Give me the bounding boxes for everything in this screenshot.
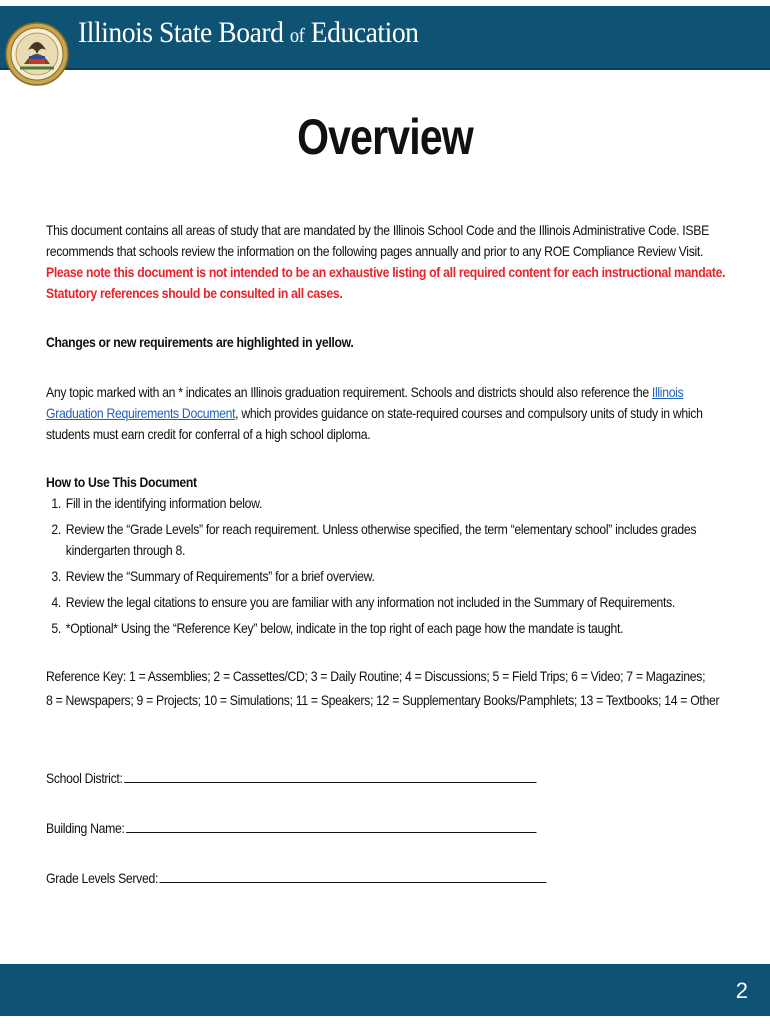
how-to-step: 4. Review the legal citations to ensure you are familiar with any information not included in the Summary of Requirements. [64, 592, 735, 613]
school-district-label: School District: [46, 771, 123, 786]
grade-levels-label: Grade Levels Served: [46, 871, 159, 886]
reference-key-line: Reference Key: 1 = Assemblies; 2 = Cassettes/CD; 3 = Daily Routine; 4 = Discussions; 5 = Field Trips; 6 = Video; 7 = Magazines; [46, 669, 706, 684]
page-title: Overview [297, 109, 473, 165]
page-number: 2 [735, 978, 748, 1003]
intro-text: This document contains all areas of study that are mandated by the Illinois School Code and the Illinois Administrative Code. ISBE recommends that schools review the information on the following pages annually and prior to any ROE Compliance Review Visit. [46, 223, 709, 259]
how-to-step: 1. Fill in the identifying information below. [64, 493, 735, 514]
grade-levels-input[interactable] [160, 868, 547, 883]
topic-note [46, 382, 735, 445]
org-name-part1: Illinois State Board [78, 16, 290, 49]
how-to-section [46, 472, 735, 644]
org-name-part2: Education [304, 16, 419, 49]
topic-note-after: , which provides guidance on state-required courses and compulsory units of study in which students must earn credit for conferral of a high school diploma. [46, 406, 703, 442]
illinois-state-seal-icon [4, 4, 70, 104]
how-to-step: 2. Review the “Grade Levels” for reach requirement. Unless otherwise specified, the term “elementary school” includes grades kindergarten through 8. [64, 519, 735, 561]
how-to-heading: How to Use This Document [46, 475, 197, 490]
building-name-label: Building Name: [46, 821, 125, 836]
footer-bar [0, 964, 770, 1016]
intro-warning: Please note this document is not intended to be an exhaustive listing of all required content for each instructional mandate. Statutory references should be consulted in all cases. [46, 265, 726, 301]
how-to-step: 3. Review the “Summary of Requirements” for a brief overview. [64, 566, 735, 587]
grade-levels-field [46, 868, 547, 889]
school-district-input[interactable] [124, 768, 536, 783]
topic-note-before: Any topic marked with an * indicates an Illinois graduation requirement. Schools and districts should also reference the [46, 385, 652, 400]
changes-note: Changes or new requirements are highlighted in yellow. [46, 335, 354, 350]
graduation-requirements-link[interactable]: Illinois Graduation Requirements Document [46, 385, 684, 421]
building-name-input[interactable] [126, 818, 536, 833]
org-name-of: of [289, 25, 305, 47]
reference-key [46, 665, 735, 713]
how-to-step: 5. *Optional* Using the “Reference Key” below, indicate in the top right of each page how the mandate is taught. [64, 618, 735, 639]
building-name-field [46, 818, 537, 839]
org-name [78, 16, 419, 50]
school-district-field [46, 768, 537, 789]
how-to-steps [46, 493, 735, 639]
header-bar [0, 6, 770, 70]
intro-paragraph [46, 220, 735, 304]
reference-key-line: 8 = Newspapers; 9 = Projects; 10 = Simulations; 11 = Speakers; 12 = Supplementary Books/Pamphlets; 13 = Textbooks; 14 = Other [46, 693, 720, 708]
